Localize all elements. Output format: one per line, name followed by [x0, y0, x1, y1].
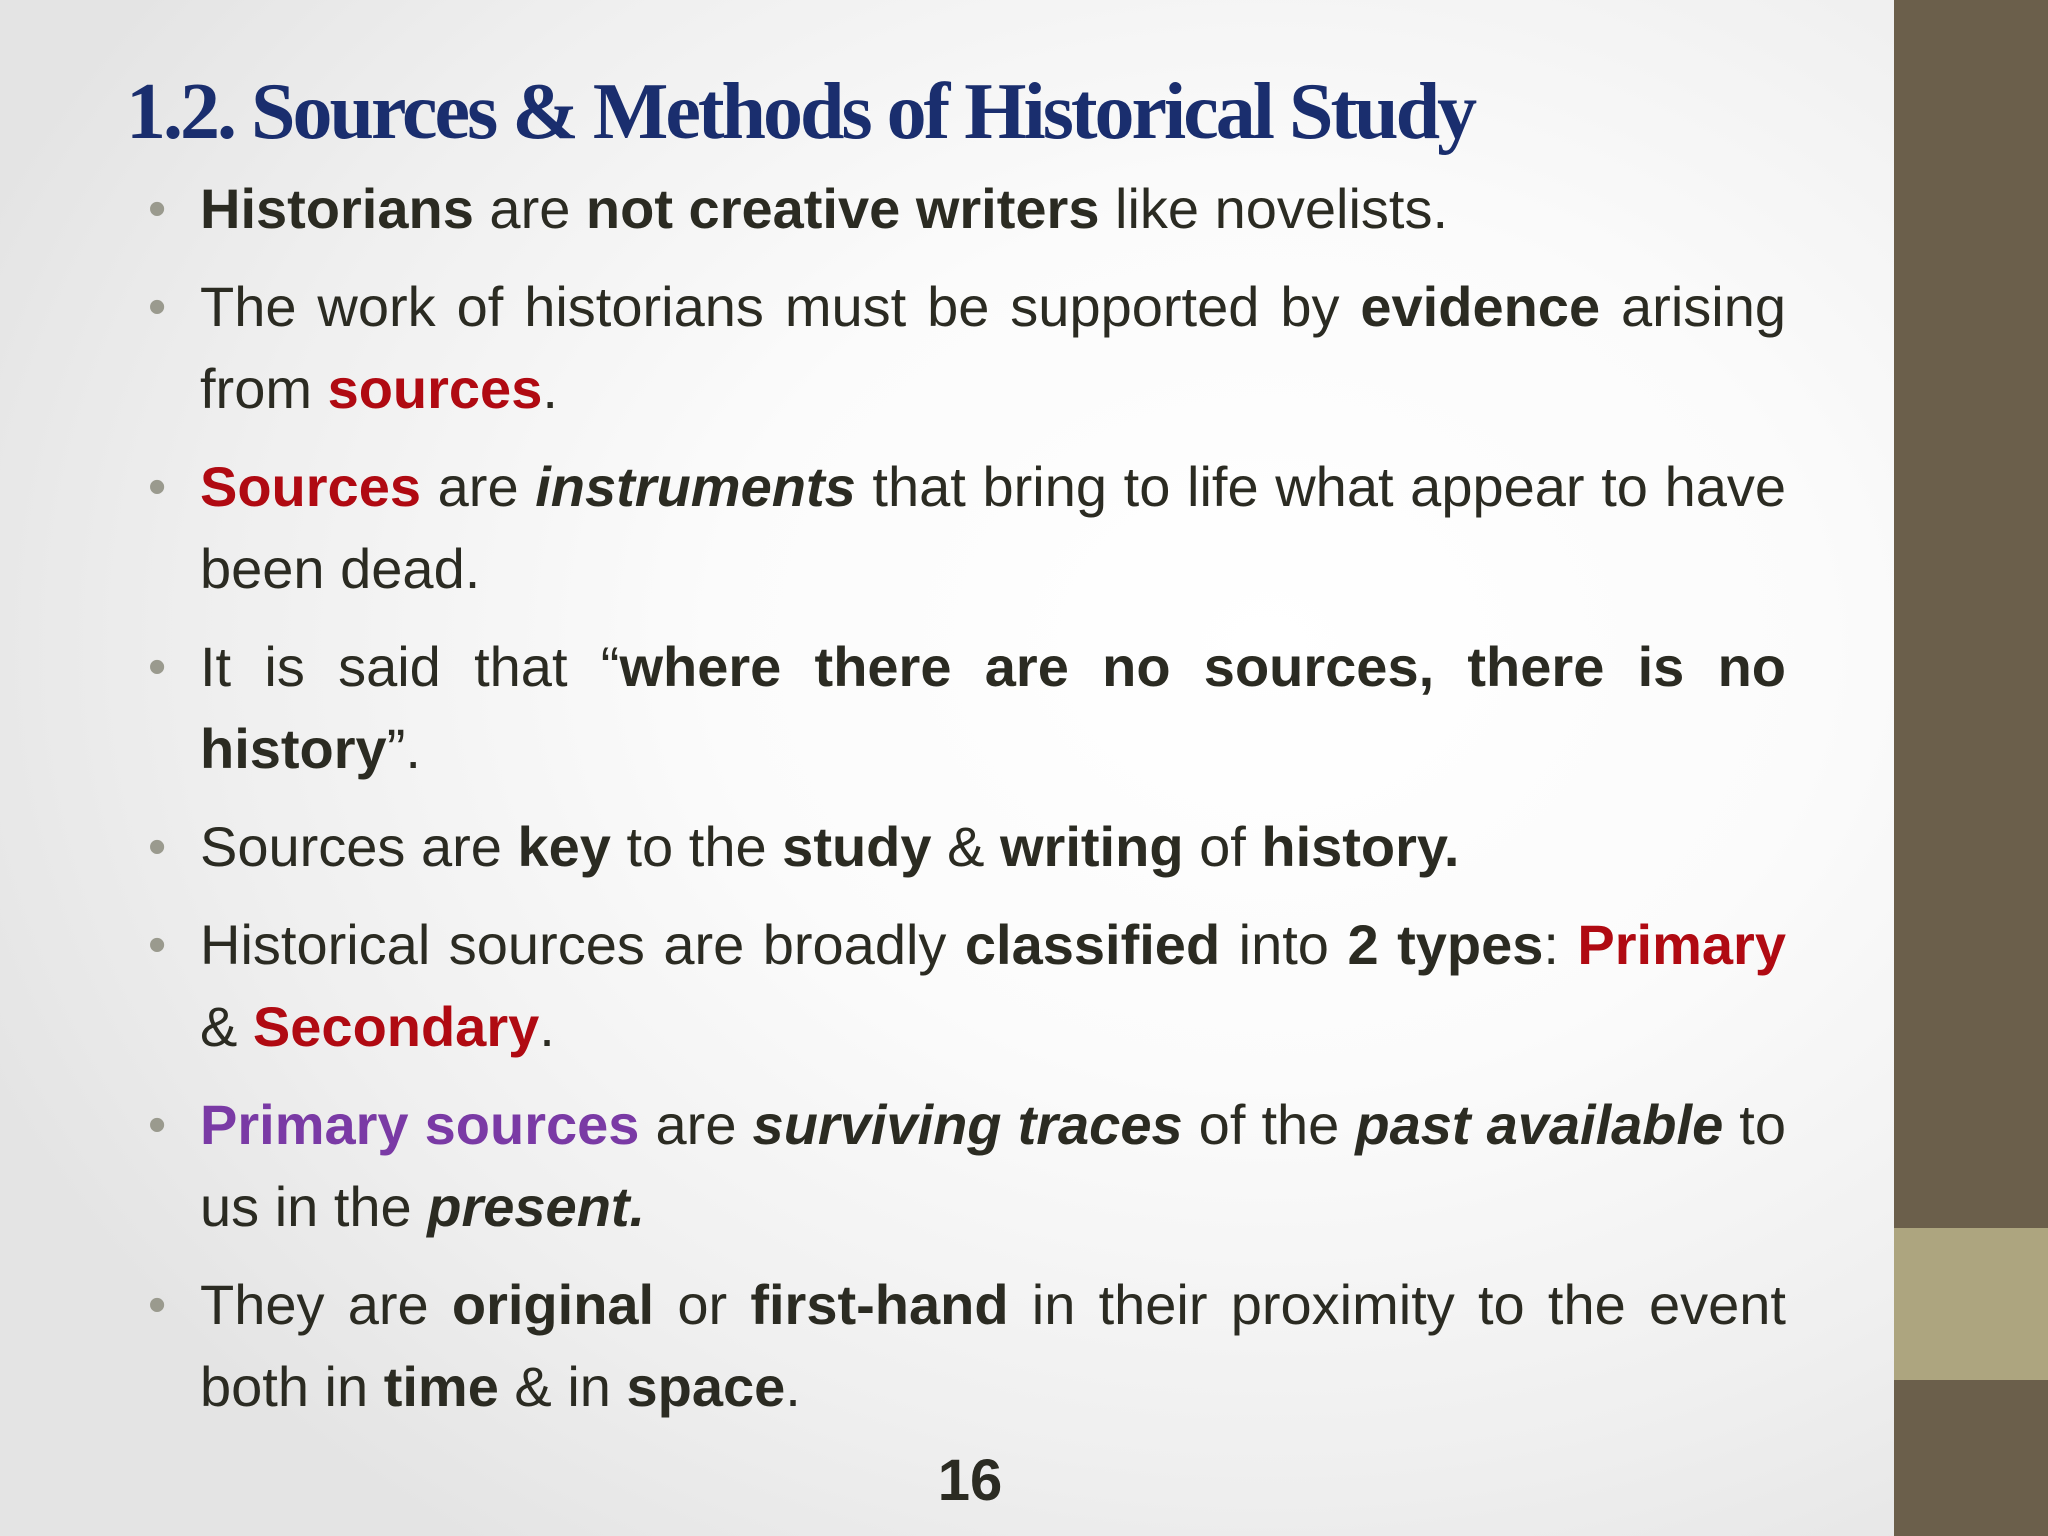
bullet-text-segment: Historians: [200, 177, 474, 240]
bullet-text-segment: Primary: [1577, 913, 1786, 976]
bullet-text-segment: like novelists.: [1099, 177, 1449, 240]
bullet-text-segment: original: [451, 1273, 655, 1336]
bullet-text-segment: first-hand: [750, 1273, 1009, 1336]
bullet-text-segment: writing: [1000, 815, 1184, 878]
bullet-text-segment: to the: [610, 815, 783, 878]
bullet-text-segment: &: [200, 995, 253, 1058]
page-number: 16: [937, 1448, 1003, 1513]
bullet-text-segment: It is said that “: [200, 635, 620, 698]
bullet-list: [200, 168, 1786, 1444]
right-decorative-accent: [1894, 1228, 2048, 1380]
bullet-text-segment: into: [1220, 913, 1348, 976]
bullet-text-segment: classified: [964, 913, 1221, 976]
bullet-text-segment: :: [1543, 913, 1578, 976]
bullet-text-segment: .: [539, 995, 555, 1058]
bullet-text-segment: Secondary: [252, 995, 540, 1058]
bullet-text-segment: time: [383, 1355, 499, 1418]
bullet-text-segment: past available: [1355, 1093, 1724, 1156]
bullet-text-segment: study: [782, 815, 932, 878]
bullet-text-segment: are: [421, 455, 536, 518]
bullet-text-segment: 2 types: [1347, 913, 1544, 976]
bullet-text-segment: Sources are: [200, 815, 518, 878]
bullet-text-segment: in their proximity to the event both in: [200, 1273, 1786, 1418]
bullet-text-segment: key: [517, 815, 611, 878]
bullet-item: [200, 446, 1786, 610]
bullet-text-segment: .: [542, 357, 558, 420]
bullet-text-segment: Primary sources: [200, 1093, 640, 1156]
bullet-text-segment: surviving traces: [752, 1093, 1183, 1156]
bullet-text-segment: evidence: [1360, 275, 1601, 338]
bullet-item: [200, 806, 1786, 888]
bullet-text-segment: are: [639, 1093, 753, 1156]
bullet-item: [200, 1084, 1786, 1248]
bullet-text-segment: .: [785, 1355, 801, 1418]
bullet-text-segment: arising from: [200, 275, 1786, 420]
bullet-item: [200, 168, 1786, 250]
bullet-text-segment: where there are no sources, there is no history: [200, 635, 1787, 780]
bullet-text-segment: of: [1183, 815, 1262, 878]
bullet-text-segment: instruments: [535, 455, 856, 518]
bullet-text-segment: They are: [200, 1273, 452, 1336]
bullet-text-segment: ”.: [386, 717, 421, 780]
bullet-text-segment: Sources: [200, 455, 421, 518]
bullet-text-segment: of the: [1182, 1093, 1356, 1156]
bullet-text-segment: space: [626, 1355, 786, 1418]
bullet-text-segment: or: [654, 1273, 751, 1336]
bullet-text-segment: & in: [498, 1355, 627, 1418]
bullet-item: [200, 626, 1786, 790]
bullet-text-segment: The work of historians must be supported by: [200, 275, 1361, 338]
bullet-text-segment: history.: [1261, 815, 1460, 878]
bullet-text-segment: sources: [327, 357, 543, 420]
bullet-item: [200, 1264, 1786, 1428]
bullet-text-segment: Historical sources are broadly: [200, 913, 965, 976]
bullet-item: [200, 266, 1786, 430]
bullet-text-segment: to us in the: [200, 1093, 1786, 1238]
bullet-text-segment: &: [931, 815, 1000, 878]
bullet-text-segment: not creative writers: [585, 177, 1100, 240]
bullet-item: [200, 904, 1786, 1068]
bullet-text-segment: are: [473, 177, 586, 240]
slide-title: 1.2. Sources & Methods of Historical Study: [126, 68, 1475, 156]
bullet-text-segment: that bring to life what appear to have been dead.: [200, 455, 1786, 600]
bullet-text-segment: present.: [427, 1175, 646, 1238]
